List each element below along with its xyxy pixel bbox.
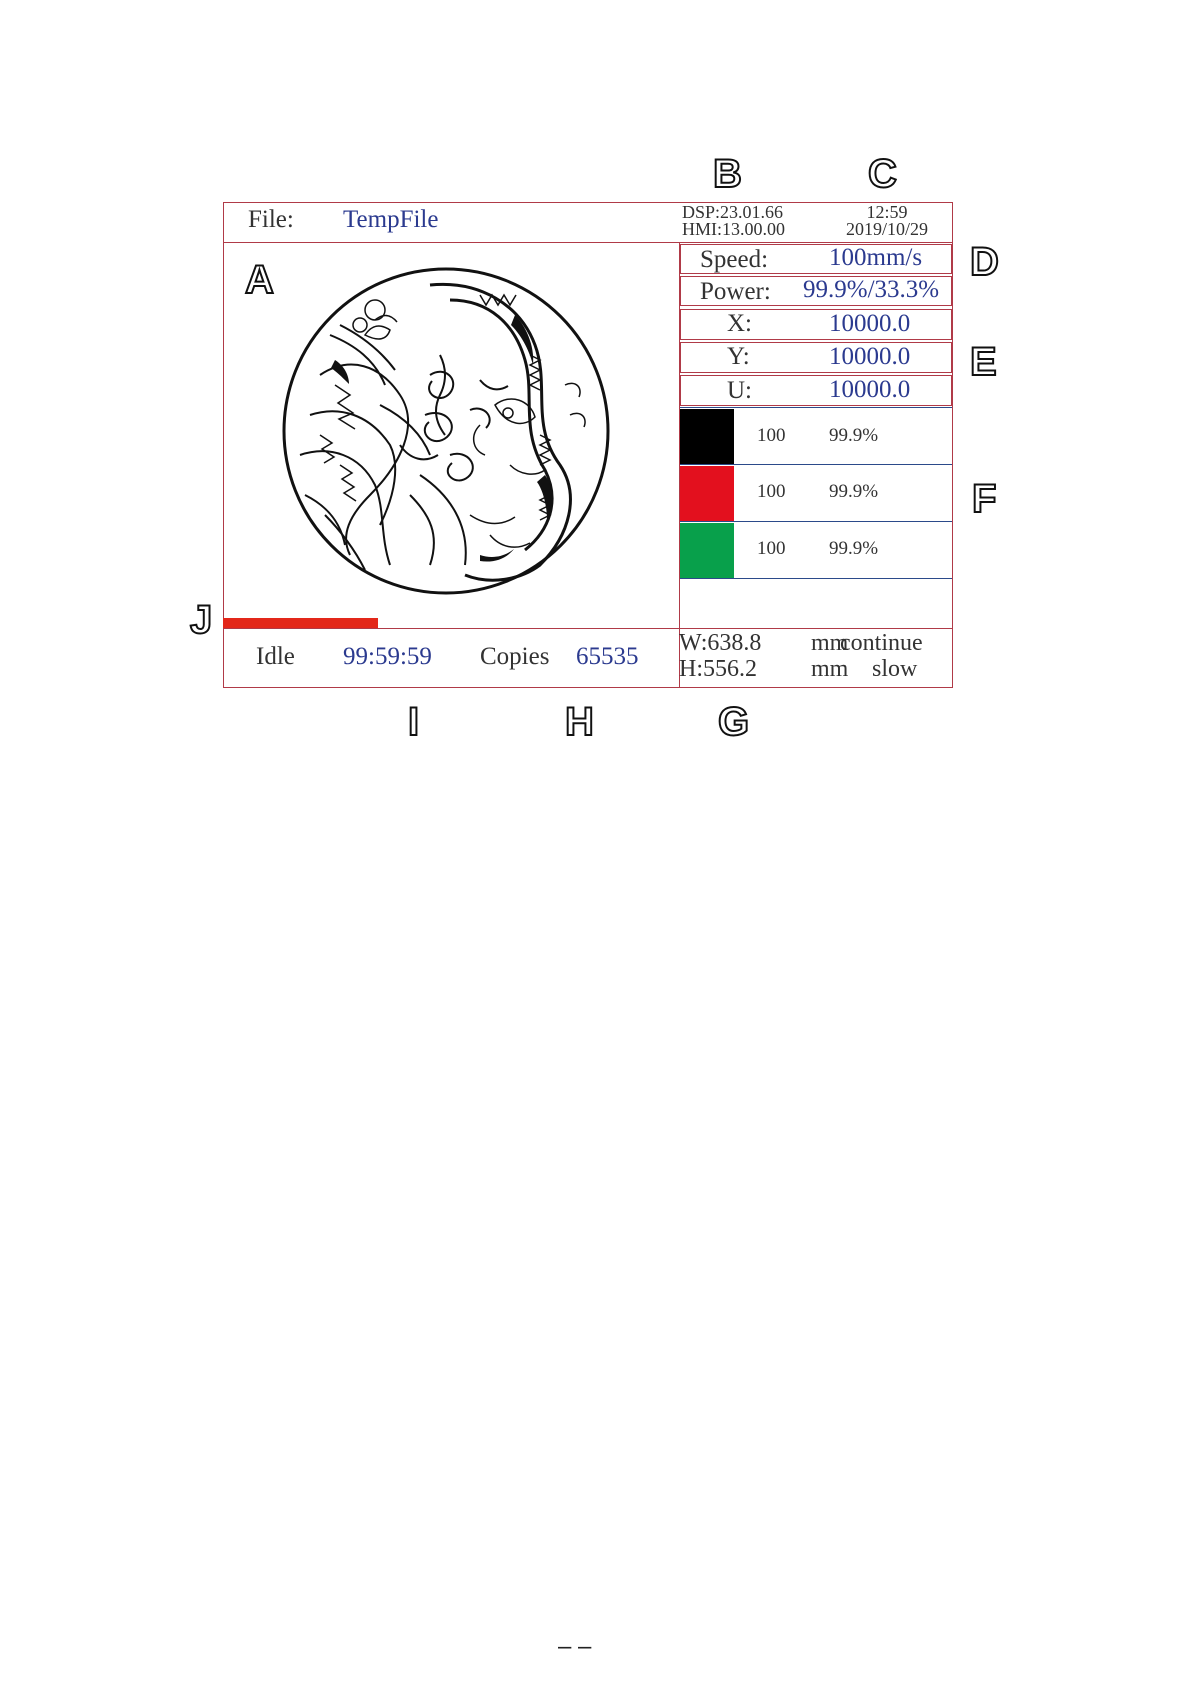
power-value: 99.9%/33.3% (803, 276, 940, 303)
callout-b: B (713, 152, 742, 196)
layer-1-swatch[interactable] (680, 409, 734, 464)
x-value: 10000.0 (829, 310, 911, 337)
width-unit: mm (811, 630, 849, 656)
layer-2-speed: 100 (757, 481, 786, 502)
work-height: H:556.2 (679, 656, 757, 682)
layer-1-speed: 100 (757, 425, 786, 446)
layer-1-divider (680, 464, 952, 465)
progress-fill (223, 618, 378, 628)
layer-3-speed: 100 (757, 538, 786, 559)
y-row[interactable] (680, 342, 952, 373)
copies-label: Copies (480, 643, 550, 670)
mode-slow[interactable]: slow (872, 656, 918, 682)
clock (832, 204, 942, 238)
header-divider (223, 242, 953, 243)
layer-3-divider (680, 578, 952, 579)
elapsed-time: 99:59:59 (343, 643, 432, 670)
file-name[interactable]: TempFile (343, 206, 439, 233)
mode-continue[interactable]: continue (840, 630, 923, 656)
progress-track (223, 618, 679, 628)
speed-label: Speed: (700, 246, 769, 273)
y-label: Y: (727, 343, 750, 370)
height-unit: mm (811, 656, 849, 682)
x-row[interactable] (680, 309, 952, 340)
copies-value[interactable]: 65535 (576, 643, 639, 670)
u-row[interactable] (680, 375, 952, 406)
version-info (682, 204, 785, 238)
dragon-phoenix-preview-icon (280, 265, 612, 597)
callout-h: H (565, 700, 594, 744)
time: 12:59 (866, 202, 908, 222)
callout-g: G (718, 700, 750, 744)
callout-c: C (868, 152, 897, 196)
callout-a: A (245, 258, 274, 302)
hmi-version: HMI:13.00.00 (682, 219, 785, 239)
file-label: File: (248, 206, 294, 233)
status-bar-divider (223, 628, 953, 629)
u-label: U: (727, 377, 752, 404)
layer-1-power: 99.9% (829, 425, 879, 446)
date: 2019/10/29 (845, 219, 928, 239)
y-value: 10000.0 (829, 343, 911, 370)
callout-j: J (190, 598, 213, 642)
callout-d: D (970, 240, 999, 284)
u-value: 10000.0 (829, 376, 911, 403)
layer-2-swatch[interactable] (680, 466, 734, 521)
page-mark: – – (558, 1633, 592, 1660)
callout-f: F (972, 477, 997, 521)
callout-e: E (970, 340, 997, 384)
speed-value: 100mm/s (829, 244, 923, 271)
power-label: Power: (700, 278, 771, 305)
layers-top-line (680, 407, 952, 408)
layer-2-divider (680, 521, 952, 522)
layer-2-power: 99.9% (829, 481, 879, 502)
layer-3-power: 99.9% (829, 538, 879, 559)
callout-i: I (408, 700, 420, 744)
layer-3-swatch[interactable] (680, 523, 734, 578)
x-label: X: (727, 310, 752, 337)
dsp-version: DSP:23.01.66 (682, 202, 784, 222)
machine-state: Idle (256, 643, 295, 670)
work-width: W:638.8 (679, 630, 762, 656)
